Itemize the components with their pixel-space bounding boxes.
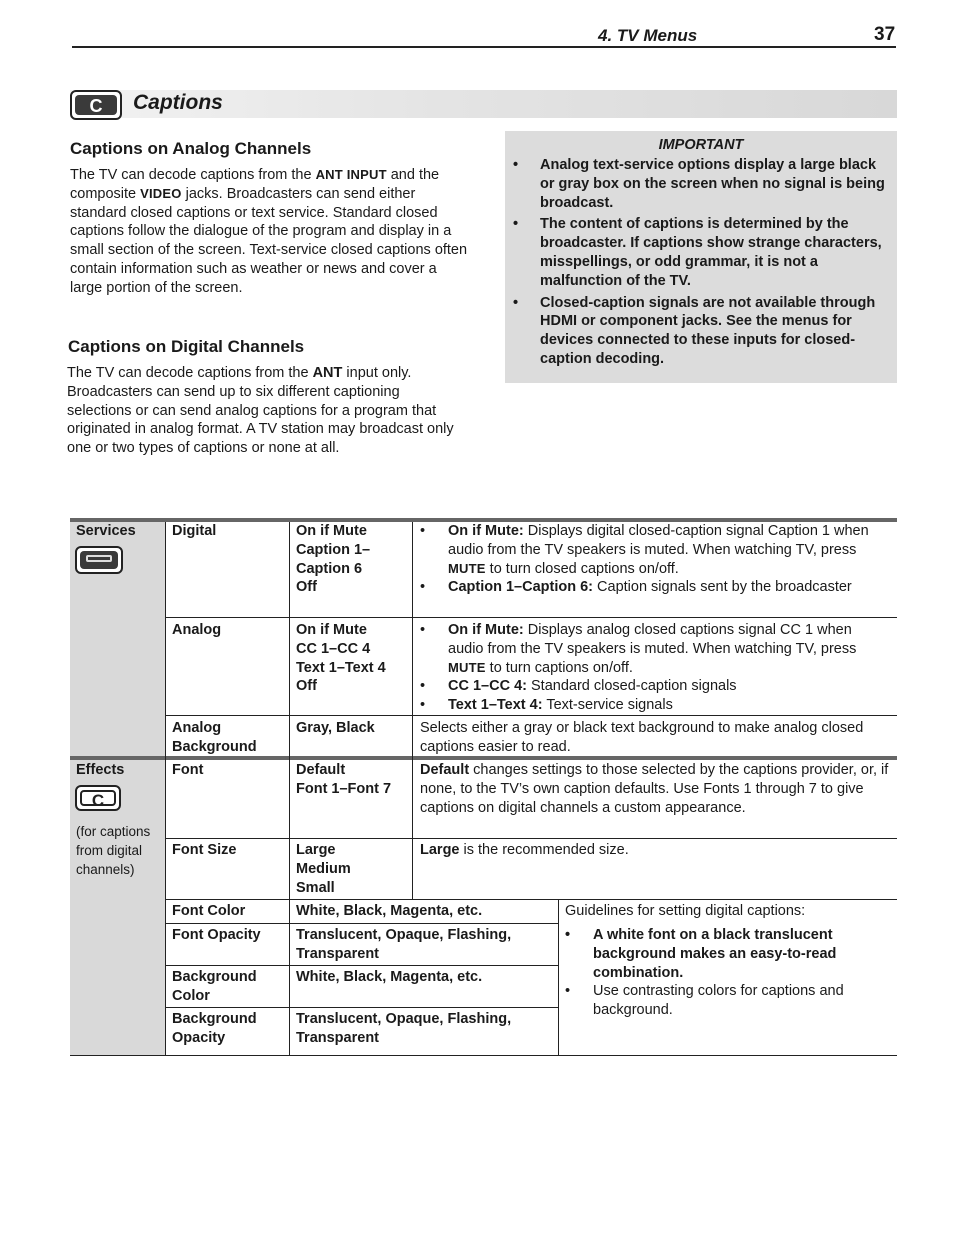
digital-setting-name: Digital bbox=[172, 523, 217, 539]
tv-screen-icon bbox=[75, 546, 123, 574]
font-color-setting-name: Font Color bbox=[172, 903, 246, 919]
font-size-setting-name: Font Size bbox=[172, 842, 237, 858]
analog-description bbox=[420, 621, 890, 715]
effects-label: Effects bbox=[76, 762, 125, 778]
section-title: Captions bbox=[133, 91, 223, 114]
column-divider bbox=[165, 522, 166, 1055]
digital-heading: Captions on Digital Channels bbox=[68, 337, 305, 356]
important-box bbox=[505, 131, 897, 383]
important-item: • Closed-caption signals are not available through HDMI or component jacks. See the menus for devices connected to these inputs for closed-caption decoding. bbox=[513, 294, 891, 369]
analog-paragraph: The TV can decode captions from the ANT INPUT and the composite VIDEO jacks. Broadcasters can send either standard closed captions or text service. Standard closed captions follow the dialogue of the program and display in a small section of the screen. Text-service closed captions often contain information such as weather or news and cover a large portion of the screen. bbox=[70, 167, 468, 296]
chapter-title: 4. TV Menus bbox=[598, 26, 698, 45]
header-rule bbox=[72, 46, 896, 48]
table-bottom-rule bbox=[70, 1055, 897, 1056]
font-opacity-setting-name: Font Opacity bbox=[172, 927, 261, 943]
important-item: • Analog text-service options display a large black or gray box on the screen when no signal is being broadcast. bbox=[513, 156, 891, 212]
list-item: • Use contrasting colors for captions and background. bbox=[565, 982, 890, 1020]
analog-setting-name: Analog bbox=[172, 622, 222, 638]
column-divider bbox=[289, 522, 290, 1055]
digital-description bbox=[420, 522, 890, 597]
background-color-setting-name: Background Color bbox=[172, 969, 257, 1004]
column-divider bbox=[412, 522, 413, 899]
analog-heading: Captions on Analog Channels bbox=[70, 139, 312, 158]
guidelines-list bbox=[565, 926, 890, 1020]
important-item: • The content of captions is determined by the broadcaster. If captions show strange characters, misspellings, or odd grammar, it is not a malfunction of the TV. bbox=[513, 215, 891, 290]
guidelines-intro: Guidelines for setting digital captions: bbox=[565, 903, 806, 919]
services-label: Services bbox=[76, 523, 136, 539]
column-divider bbox=[558, 899, 559, 1055]
row-divider bbox=[165, 899, 897, 900]
analog-background-description: Selects either a gray or black text background to make analog closed captions easier to read. bbox=[420, 720, 864, 755]
row-divider bbox=[165, 838, 897, 839]
list-item: • A white font on a black translucent background makes an easy-to-read combination. bbox=[565, 926, 890, 982]
group-divider bbox=[70, 756, 897, 760]
list-item: • Text 1–Text 4: Text-service signals bbox=[420, 696, 890, 715]
important-list bbox=[513, 156, 891, 372]
font-color-options: White, Black, Magenta, etc. bbox=[296, 903, 483, 919]
captions-menu-table bbox=[70, 518, 897, 1056]
background-opacity-options: Translucent, Opaque, Flashing, Transparent bbox=[296, 1011, 512, 1046]
list-item: • Caption 1–Caption 6: Caption signals sent by the broadcaster bbox=[420, 578, 890, 597]
background-color-options: White, Black, Magenta, etc. bbox=[296, 969, 483, 985]
font-options: Default Font 1–Font 7 bbox=[296, 762, 392, 797]
row-divider bbox=[165, 715, 897, 716]
font-setting-name: Font bbox=[172, 762, 204, 778]
row-divider bbox=[165, 965, 558, 966]
background-opacity-setting-name: Background Opacity bbox=[172, 1011, 257, 1046]
row-divider bbox=[165, 1007, 558, 1008]
font-opacity-options: Translucent, Opaque, Flashing, Transparent bbox=[296, 927, 512, 962]
list-item: • CC 1–CC 4: Standard closed-caption signals bbox=[420, 677, 890, 696]
list-item: • On if Mute: Displays digital closed-caption signal Caption 1 when audio from the TV speakers is muted. When watching TV, press MUTE to turn closed captions on/off. bbox=[420, 522, 890, 578]
analog-background-options: Gray, Black bbox=[296, 720, 375, 736]
analog-options: On if Mute CC 1–CC 4 Text 1–Text 4 Off bbox=[296, 622, 386, 695]
analog-background-setting-name: Analog Background bbox=[172, 720, 257, 755]
captions-c-icon: C bbox=[75, 785, 121, 811]
font-size-options: Large Medium Small bbox=[296, 842, 351, 896]
captions-button-icon: C bbox=[70, 90, 122, 120]
digital-paragraph: The TV can decode captions from the ANT input only. Broadcasters can send up to six different captioning selections or can send analog captions for a program that originated in analog format. A TV station may broadcast only one or two types of captions or none at all. bbox=[67, 365, 454, 457]
list-item: • On if Mute: Displays analog closed captions signal CC 1 when audio from the TV speakers is muted. When watching TV, press MUTE to turn captions on/off. bbox=[420, 621, 890, 677]
effects-note: (for captions from digital channels) bbox=[76, 824, 151, 877]
row-divider bbox=[165, 923, 558, 924]
digital-options: On if Mute Caption 1– Caption 6 Off bbox=[296, 523, 371, 596]
row-divider bbox=[165, 617, 897, 618]
important-title: IMPORTANT bbox=[658, 137, 744, 153]
font-size-description: Large is the recommended size. bbox=[420, 842, 629, 858]
page-number: 37 bbox=[874, 24, 896, 45]
font-description: Default changes settings to those selected by the captions provider, or, if none, to the TV’s own caption defaults. Use Fonts 1 through 7 to give captions on digital channels a custom appearance. bbox=[420, 762, 889, 816]
